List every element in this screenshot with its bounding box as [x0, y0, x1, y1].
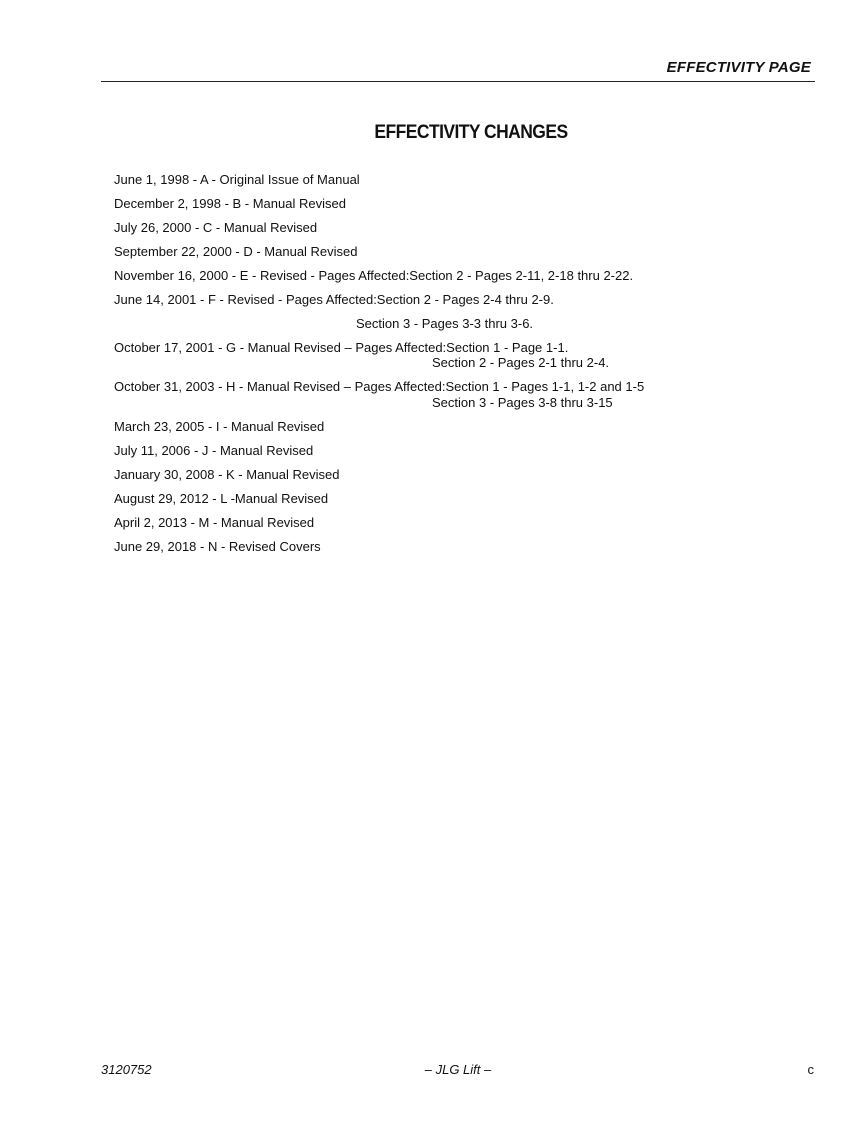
entry-text: July 11, 2006 - J - Manual Revised	[114, 442, 314, 458]
list-item	[114, 292, 644, 308]
list-item	[114, 515, 644, 531]
list-item	[114, 268, 644, 284]
list-item	[114, 220, 644, 236]
page-title: EFFECTIVITY CHANGES	[374, 122, 568, 143]
list-item-continuation	[114, 308, 644, 332]
header-divider	[101, 81, 815, 82]
list-item	[114, 491, 644, 507]
entry-text: June 1, 1998 - A - Original Issue of Manual	[114, 172, 360, 187]
entry-continuation: Section 3 - Pages 3-8 thru 3-15	[432, 394, 613, 410]
list-item	[114, 196, 644, 212]
entry-text: March 23, 2005 - I - Manual Revised	[114, 418, 325, 434]
list-item	[114, 340, 644, 371]
effectivity-changes-list	[114, 172, 644, 563]
footer-page-number: c	[807, 1062, 814, 1077]
entry-continuation: Section 2 - Pages 2-1 thru 2-4.	[432, 355, 610, 370]
entry-text: September 22, 2000 - D - Manual Revised	[114, 244, 358, 259]
entry-text: August 29, 2012 - L -Manual Revised	[114, 490, 329, 506]
entry-text: June 29, 2018 - N - Revised Covers	[114, 538, 321, 554]
entry-text: April 2, 2013 - M - Manual Revised	[114, 514, 315, 530]
list-item	[114, 443, 644, 459]
list-item	[114, 244, 644, 260]
footer-document-number: 3120752	[101, 1062, 152, 1077]
footer-publisher: – JLG Lift –	[424, 1062, 492, 1077]
list-item	[114, 467, 644, 483]
entry-text: October 31, 2003 - H - Manual Revised – Pages Affected:Section 1 - Pages 1-1, 1-2 and 1-5	[114, 379, 645, 394]
entry-text: June 14, 2001 - F - Revised - Pages Affected:Section 2 - Pages 2-4 thru 2-9.	[114, 292, 554, 307]
entry-text: July 26, 2000 - C - Manual Revised	[114, 220, 318, 235]
list-item	[114, 419, 644, 435]
entry-text: January 30, 2008 - K - Manual Revised	[114, 466, 340, 482]
entry-continuation: Section 3 - Pages 3-3 thru 3-6.	[356, 315, 534, 331]
entry-text: October 17, 2001 - G - Manual Revised – Pages Affected:Section 1 - Page 1-1.	[114, 339, 569, 355]
running-header-title: EFFECTIVITY PAGE	[666, 59, 811, 76]
list-item	[114, 379, 644, 410]
entry-text: December 2, 1998 - B - Manual Revised	[114, 196, 346, 211]
list-item	[114, 539, 644, 555]
list-item	[114, 172, 644, 188]
entry-text: November 16, 2000 - E - Revised - Pages Affected:Section 2 - Pages 2-11, 2-18 thru 2-22.	[114, 268, 634, 283]
